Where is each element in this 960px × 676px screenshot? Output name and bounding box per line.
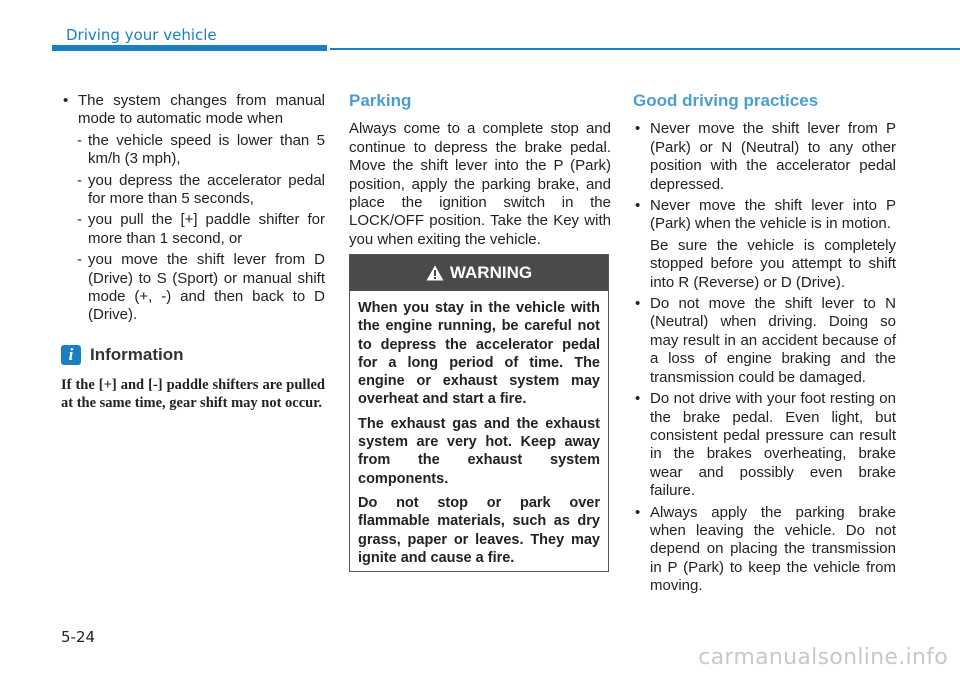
information-text: If the [+] and [-] paddle shifters are pulled at the same time, gear shift may not occur. bbox=[61, 376, 325, 412]
column-2 bbox=[349, 92, 611, 249]
header-rule-thin bbox=[330, 48, 960, 50]
column-1 bbox=[61, 92, 325, 413]
parking-title: Parking bbox=[349, 91, 412, 110]
good-driving-item: • Always apply the parking brake when leaving the vehicle. Do not depend on placing the transmission in P (Park) to keep the vehicle from moving. bbox=[633, 504, 896, 596]
page-number: 5-24 bbox=[61, 628, 96, 646]
condition-item: - you depress the accelerator pedal for more than 5 seconds, bbox=[61, 172, 325, 209]
good-driving-title: Good driving practices bbox=[633, 91, 819, 110]
manual-to-auto-intro: • The system changes from manual mode to automatic mode when bbox=[61, 92, 325, 129]
warning-paragraph: The exhaust gas and the exhaust system are very hot. Keep away from the exhaust system components. bbox=[358, 415, 600, 487]
condition-item: - you pull the [+] paddle shifter for more than 1 second, or bbox=[61, 211, 325, 248]
header-rule-thick bbox=[52, 45, 327, 51]
condition-item: - you move the shift lever from D (Drive) to S (Sport) or manual shift mode (+, -) and then back to D (Drive). bbox=[61, 251, 325, 325]
warning-title: WARNING bbox=[449, 263, 533, 282]
information-header bbox=[61, 344, 325, 366]
column-3 bbox=[633, 92, 896, 599]
section-header-title: Driving your vehicle bbox=[66, 26, 217, 44]
good-driving-note: Be sure the vehicle is completely stopped before you attempt to shift into R (Reverse) or D (Drive). bbox=[650, 236, 896, 291]
warning-triangle-icon bbox=[426, 265, 444, 281]
warning-box bbox=[349, 254, 609, 572]
information-title: Information bbox=[90, 344, 184, 364]
watermark: carmanualsonline.info bbox=[698, 645, 948, 670]
warning-body bbox=[350, 291, 608, 567]
warning-paragraph: When you stay in the vehicle with the engine running, be careful not to depress the accelerator pedal for a long period of time. The engine or exhaust system may overheat and start a fire. bbox=[358, 300, 600, 408]
good-driving-item: • Do not drive with your foot resting on the brake pedal. Even light, but consistent pedal pressure can result in the brakes overheating, brake wear and possibly even brake failure. bbox=[633, 390, 896, 500]
warning-paragraph: Do not stop or park over flammable materials, such as dry grass, paper or leaves. They may ignite and cause a fire. bbox=[358, 494, 600, 566]
info-icon: i bbox=[61, 345, 81, 365]
good-driving-item: • Do not move the shift lever to N (Neutral) when driving. Doing so may result in an accident because of a loss of engine braking and the transmission could be damaged. bbox=[633, 295, 896, 387]
parking-text: Always come to a complete stop and continue to depress the brake pedal. Move the shift lever into the P (Park) position, apply the parking brake, and place the ignition switch in the LOCK/OFF position. Take the Key with you when exiting the vehicle. bbox=[349, 120, 611, 248]
condition-item: - the vehicle speed is lower than 5 km/h (3 mph), bbox=[61, 132, 325, 169]
good-driving-item: • Never move the shift lever from P (Park) or N (Neutral) to any other position with the accelerator pedal depressed. bbox=[633, 120, 896, 194]
good-driving-item: • Never move the shift lever into P (Park) when the vehicle is in motion. bbox=[633, 197, 896, 234]
warning-header bbox=[350, 255, 608, 291]
